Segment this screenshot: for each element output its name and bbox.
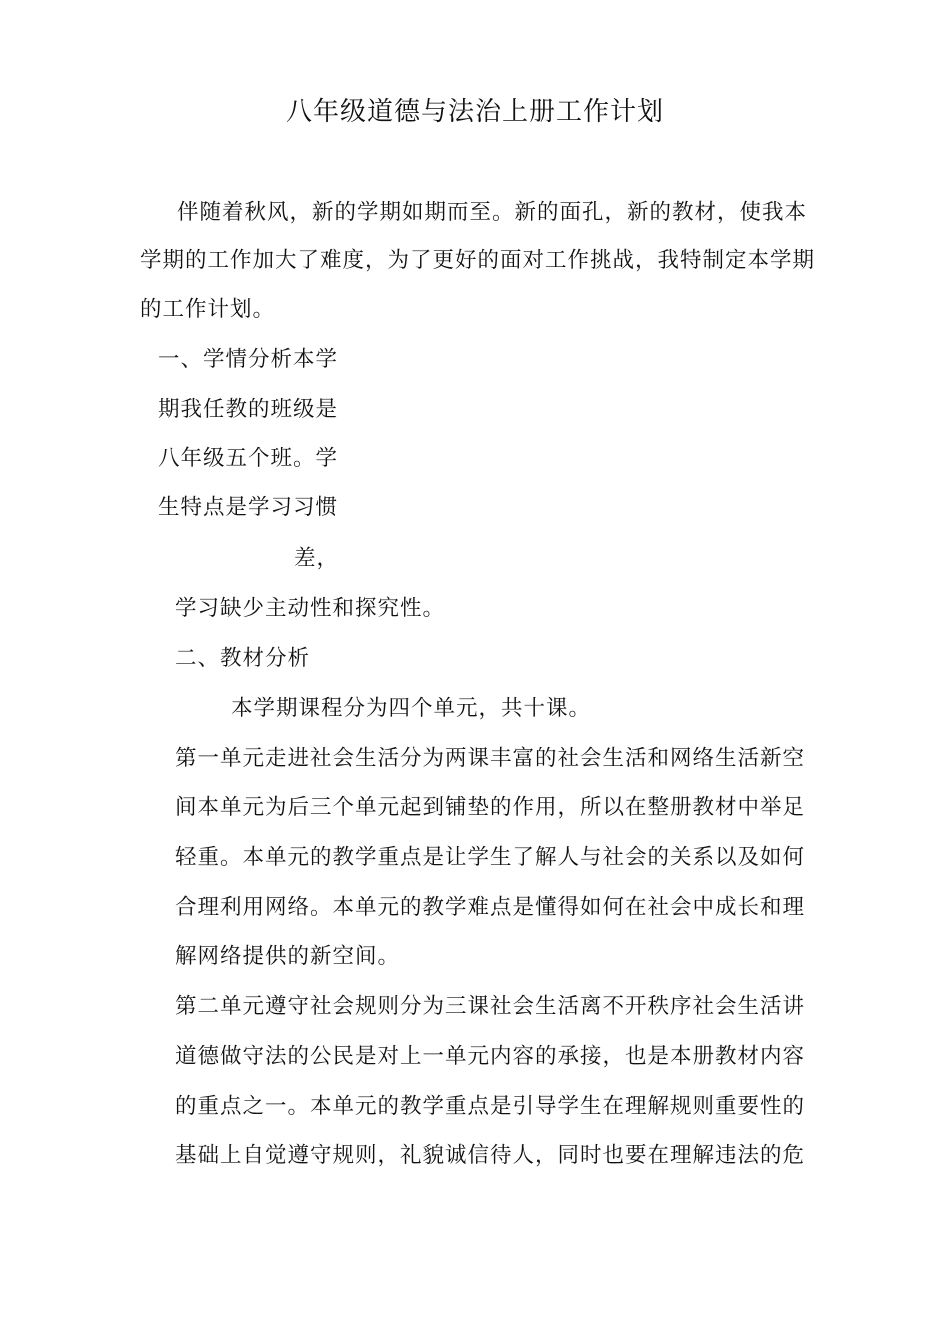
- intro-line-2: 学期的工作加大了难度，为了更好的面对工作挑战，我特制定本学期: [140, 248, 816, 273]
- section-heading-2: 二、教材分析: [175, 646, 311, 671]
- document-title: 八年级道德与法治上册工作计划: [285, 97, 664, 127]
- intro-line-3: 的工作计划。: [140, 297, 276, 322]
- section-1-line-4: 差，: [294, 546, 340, 571]
- section-1-line-2: 八年级五个班。学: [158, 446, 339, 471]
- section-1-line-3: 生特点是学习习惯: [158, 495, 339, 520]
- unit-2-line-4: 基础上自觉遵守规则，礼貌诚信待人，同时也要在理解违法的危: [175, 1143, 806, 1168]
- intro-line-1: 伴随着秋风，新的学期如期而至。新的面孔，新的教材，使我本: [177, 200, 808, 225]
- unit-1-line-4: 合理利用网络。本单元的教学难点是懂得如何在社会中成长和理: [175, 895, 806, 920]
- section-2-line-1: 本学期课程分为四个单元，共十课。: [231, 696, 592, 721]
- unit-1-line-3: 轻重。本单元的教学重点是让学生了解人与社会的关系以及如何: [175, 845, 806, 870]
- section-1-line-1: 期我任教的班级是: [158, 397, 339, 422]
- section-heading-1: 一、学情分析本学: [158, 347, 339, 372]
- unit-1-line-2: 间本单元为后三个单元起到铺垫的作用，所以在整册教材中举足: [175, 795, 806, 820]
- unit-2-line-1: 第二单元遵守社会规则分为三课社会生活离不开秩序社会生活讲: [175, 994, 806, 1019]
- unit-2-line-3: 的重点之一。本单元的教学重点是引导学生在理解规则重要性的: [175, 1094, 806, 1119]
- unit-1-line-5: 解网络提供的新空间。: [175, 944, 401, 969]
- unit-1-line-1: 第一单元走进社会生活分为两课丰富的社会生活和网络生活新空: [175, 746, 806, 771]
- section-1-line-5: 学习缺少主动性和探究性。: [175, 596, 446, 621]
- unit-2-line-2: 道德做守法的公民是对上一单元内容的承接，也是本册教材内容: [175, 1044, 806, 1069]
